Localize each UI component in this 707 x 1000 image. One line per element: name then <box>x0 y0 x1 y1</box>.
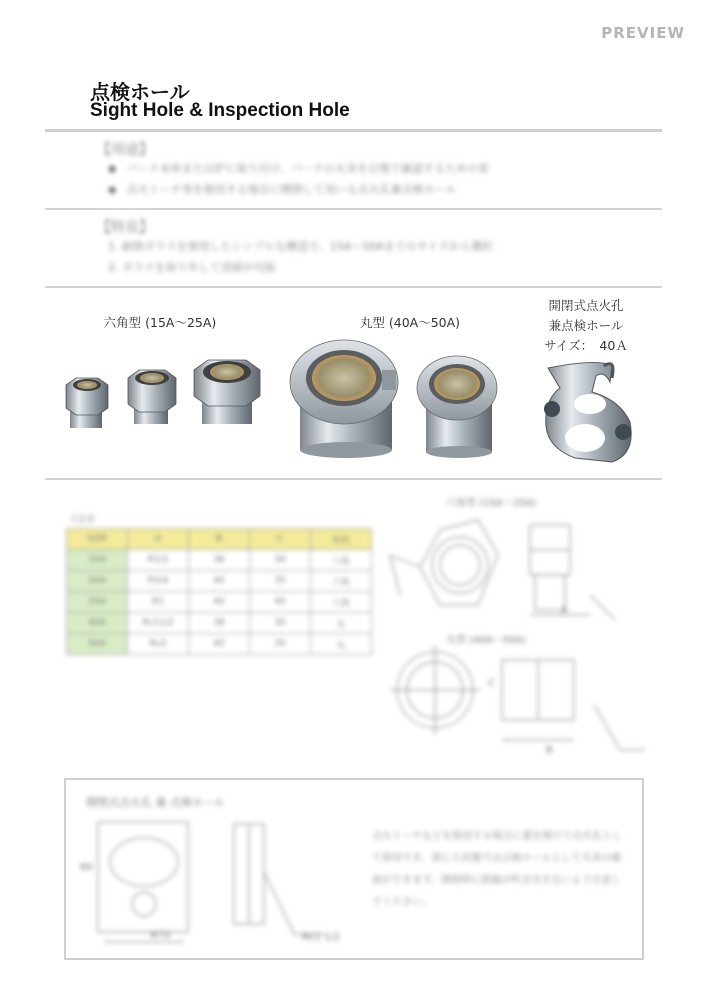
hex-drawing-label: 六角型 (15A～25A) <box>446 498 537 509</box>
table-header-row <box>67 529 372 550</box>
hex-caption: 六角型 (15A～25A) <box>103 315 217 330</box>
divider <box>45 208 662 210</box>
usage-heading: 【用途】 <box>97 142 153 158</box>
divider <box>45 286 662 288</box>
hex-fitting-large <box>194 360 260 424</box>
dimension-label-c: C <box>488 678 495 689</box>
dimension-table-caption: 寸法表 <box>68 515 96 525</box>
features-item: 2. ガラスを取り外して清掃が可能 <box>108 261 276 274</box>
table-cell: 50A <box>67 634 128 655</box>
table-cell: 40A <box>67 613 128 634</box>
round-fitting-large <box>290 340 398 458</box>
table-row <box>67 571 372 592</box>
table-header-cell: SIZE <box>67 529 128 550</box>
table-cell: 40 <box>250 592 311 613</box>
table-cell: 六角 <box>311 550 372 571</box>
usage-list <box>108 158 489 200</box>
table-cell: 35 <box>250 571 311 592</box>
dimension-label-b: B <box>546 745 553 756</box>
dimension-label-a: A <box>561 605 568 616</box>
table-cell: 40 <box>189 592 250 613</box>
table-cell: 40 <box>189 634 250 655</box>
table-cell: 六角 <box>311 571 372 592</box>
table-row <box>67 550 372 571</box>
features-list <box>108 236 493 278</box>
table-cell: 15A <box>67 550 128 571</box>
divider <box>45 129 662 132</box>
table-cell: 六角 <box>311 592 372 613</box>
table-cell: 30 <box>250 613 311 634</box>
combo-dim-bottom: Φ70 <box>150 930 171 941</box>
table-cell: R1 <box>128 592 189 613</box>
table-cell: 35 <box>250 634 311 655</box>
dimension-table <box>66 528 372 655</box>
table-row <box>67 634 372 655</box>
combo-caption-line: 兼点検ホール <box>548 318 624 333</box>
round-caption: 丸型 (40A～50A) <box>359 315 461 330</box>
table-cell: 30 <box>250 550 311 571</box>
page-title-jp: 点検ホール <box>90 80 190 104</box>
table-cell: 38 <box>189 613 250 634</box>
divider <box>45 478 662 480</box>
combo-detail-title: 開閉式点火孔 兼 点検ホール <box>86 796 225 809</box>
usage-item: ◆ 点火トーチ等を使用する場合に開閉して用いる点火孔兼点検ホール <box>108 179 489 200</box>
round-drawing-label: 丸型 (40A～50A) <box>446 635 527 646</box>
table-cell: R1/2 <box>128 550 189 571</box>
usage-item: ◆ バーナ本体または炉に取り付け、バーナの火炎を目視で確認するための窓 <box>108 158 489 179</box>
table-cell: 丸 <box>311 634 372 655</box>
combo-caption-line: サイズ： 40Ａ <box>544 338 628 353</box>
table-header-cell: B <box>189 529 250 550</box>
hex-fitting-small <box>66 378 108 428</box>
features-item: 1. 耐熱ガラスを使用したシンプルな構造で、15A～50Aまでのサイズから選択 <box>108 240 493 253</box>
page-title-en: Sight Hole & Inspection Hole <box>90 100 350 121</box>
round-fitting-small <box>417 356 497 458</box>
preview-watermark: PREVIEW <box>601 24 685 42</box>
table-header-cell: C <box>250 529 311 550</box>
combo-inspection-hole <box>544 362 631 462</box>
table-cell: 36 <box>189 550 250 571</box>
table-row <box>67 592 372 613</box>
table-row <box>67 613 372 634</box>
table-cell: 25A <box>67 592 128 613</box>
table-header-cell: A <box>128 529 189 550</box>
hex-fitting-medium <box>128 370 176 424</box>
table-cell: 丸 <box>311 613 372 634</box>
table-cell: R3/4 <box>128 571 189 592</box>
technical-drawings <box>380 505 660 765</box>
table-cell: 20A <box>67 571 128 592</box>
product-photos <box>0 330 707 480</box>
combo-detail-text: 点火トーチなどを使用する場合に蓋を開けて点火孔として使用でき、閉じた状態では点検ホールとして火炎の確認ができます。開閉時に熱風が吹き出さないよう注意してください。 <box>372 831 622 908</box>
table-header-cell: 形状 <box>311 529 372 550</box>
features-heading: 【特長】 <box>97 220 153 236</box>
combo-dim-left: 80 <box>80 862 93 873</box>
table-cell: 40 <box>189 571 250 592</box>
table-cell: Rc2 <box>128 634 189 655</box>
combo-dim-rc: Rc1 1/2 <box>302 932 341 943</box>
table-cell: Rc11/2 <box>128 613 189 634</box>
combo-caption-line: 開閉式点火孔 <box>548 298 624 313</box>
combo-detail-drawing <box>84 812 364 952</box>
